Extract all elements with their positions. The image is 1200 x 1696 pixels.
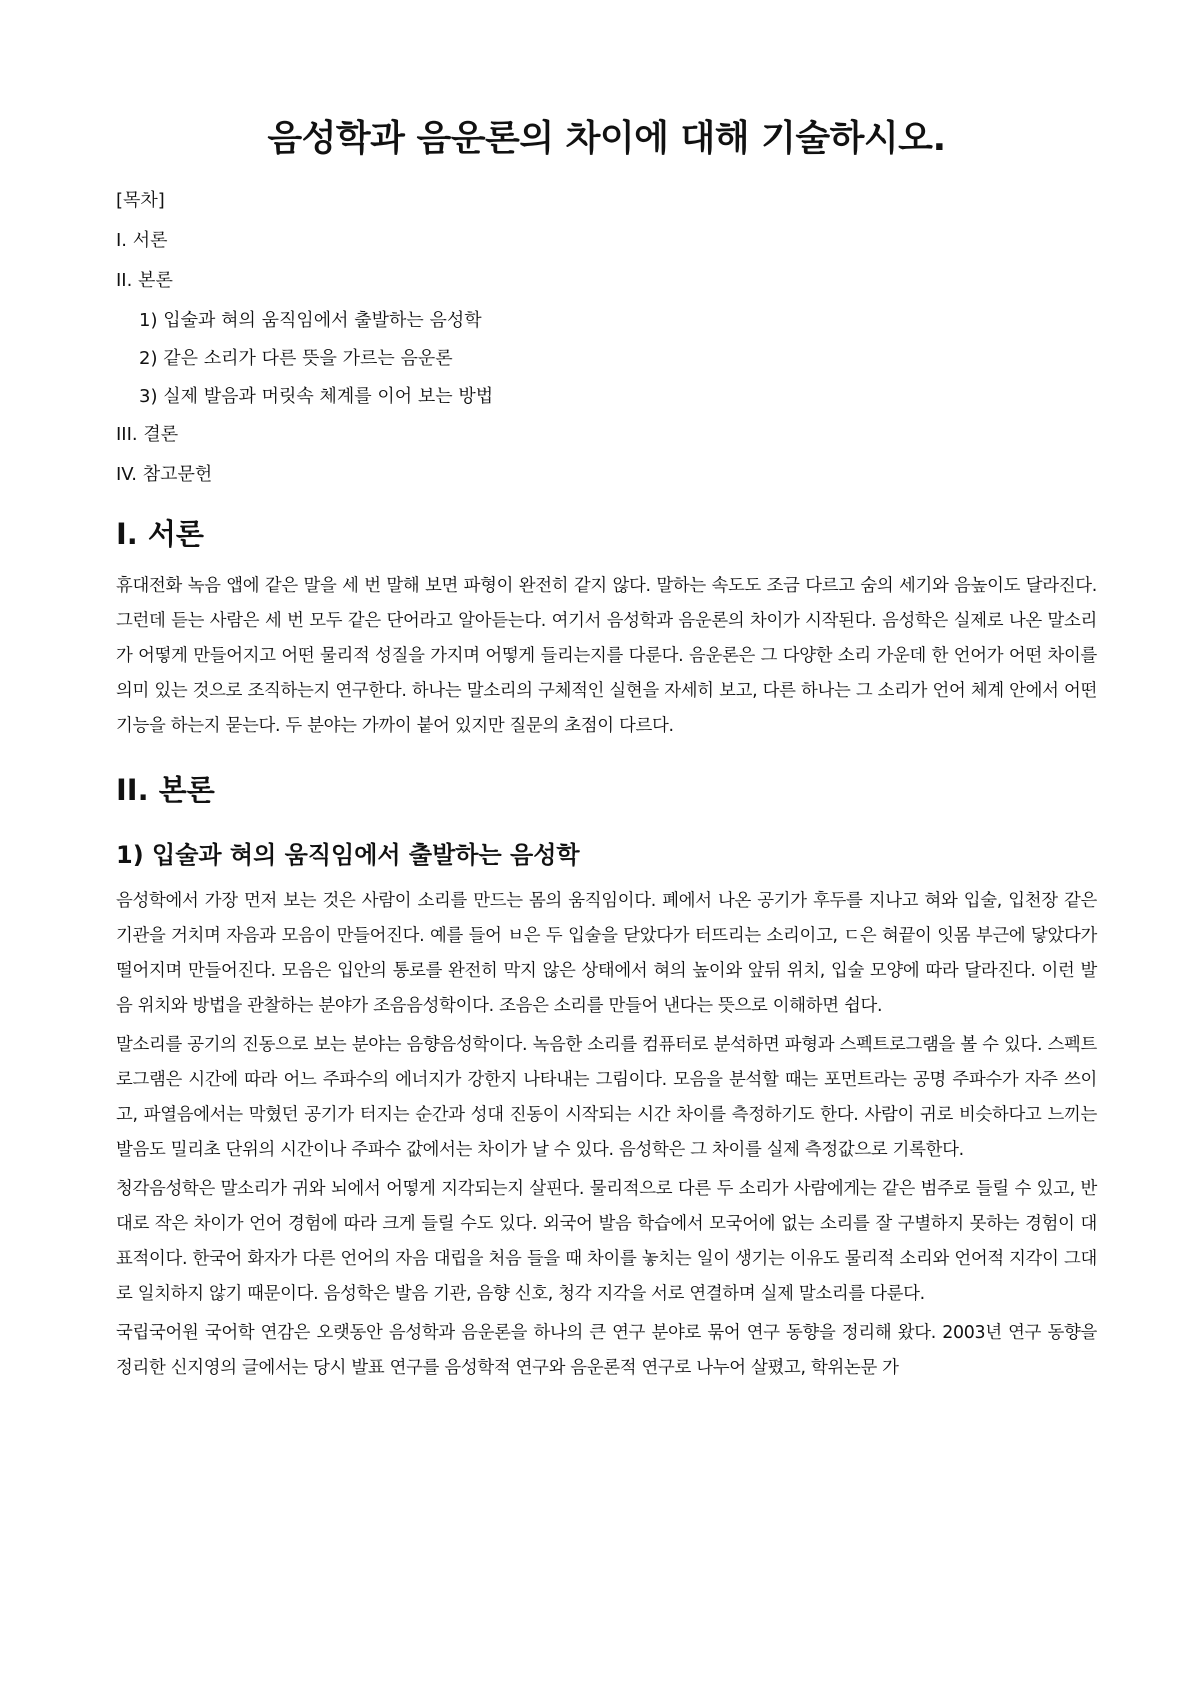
- toc-item: IV. 참고문헌: [116, 464, 213, 485]
- toc-item: II. 본론: [116, 270, 173, 291]
- table-of-contents: [116, 188, 1097, 488]
- toc-subitem: 1) 입술과 혀의 움직임에서 출발하는 음성학: [139, 310, 482, 331]
- body-paragraph: 청각음성학은 말소리가 귀와 뇌에서 어떻게 지각되는지 살핀다. 물리적으로 다른 두 소리가 사람에게는 같은 범주로 들릴 수 있고, 반대로 작은 차이가 언어 경험에 따라 크게 들릴 수도 있다. 외국어 발음 학습에서 모국어에 없는 소리를 잘 구별하지 못하는 경험이 대표적이다. 한국어 화자가 다른 언어의 자음 대립을 처음 들을 때 차이를 놓치는 일이 생기는 이유도 물리적 소리와 언어적 지각이 그대로 일치하지 않기 때문이다. 음성학은 발음 기관, 음향 신호, 청각 지각을 서로 연결하며 실제 말소리를 다룬다.: [116, 1179, 1097, 1304]
- toc-subitem: 3) 실제 발음과 머릿속 체계를 이어 보는 방법: [139, 386, 494, 407]
- toc-item: I. 서론: [116, 230, 168, 251]
- section-heading: 1) 입술과 혀의 움직임에서 출발하는 음성학: [116, 841, 580, 869]
- intro-heading: I. 서론: [116, 517, 204, 551]
- toc-item: III. 결론: [116, 424, 179, 445]
- toc-subitem: 2) 같은 소리가 다른 뜻을 가르는 음운론: [139, 348, 453, 369]
- body-heading: II. 본론: [116, 773, 215, 807]
- document-title: 음성학과 음운론의 차이에 대해 기술하시오.: [267, 118, 946, 159]
- toc-heading: [목차]: [116, 190, 165, 211]
- intro-paragraph: 휴대전화 녹음 앱에 같은 말을 세 번 말해 보면 파형이 완전히 같지 않다. 말하는 속도도 조금 다르고 숨의 세기와 음높이도 달라진다. 그런데 듣는 사람은 세 번 모두 같은 단어라고 알아듣는다. 여기서 음성학과 음운론의 차이가 시작된다. 음성학은 실제로 나온 말소리가 어떻게 만들어지고 어떤 물리적 성질을 가지며 어떻게 들리는지를 다룬다. 음운론은 그 다양한 소리 가운데 한 언어가 어떤 차이를 의미 있는 것으로 조직하는지 연구한다. 하나는 말소리의 구체적인 실현을 자세히 보고, 다른 하나는 그 소리가 언어 체계 안에서 어떤 기능을 하는지 묻는다. 두 분야는 가까이 붙어 있지만 질문의 초점이 다르다.: [116, 576, 1097, 736]
- body-paragraph: 말소리를 공기의 진동으로 보는 분야는 음향음성학이다. 녹음한 소리를 컴퓨터로 분석하면 파형과 스펙트로그램을 볼 수 있다. 스펙트로그램은 시간에 따라 어느 주파수의 에너지가 강한지 나타내는 그림이다. 모음을 분석할 때는 포먼트라는 공명 주파수가 자주 쓰이고, 파열음에서는 막혔던 공기가 터지는 순간과 성대 진동이 시작되는 시간 차이를 측정하기도 한다. 사람이 귀로 비슷하다고 느끼는 발음도 밀리초 단위의 시간이나 주파수 값에서는 차이가 날 수 있다. 음성학은 그 차이를 실제 측정값으로 기록한다.: [116, 1035, 1097, 1160]
- body-paragraph: 음성학에서 가장 먼저 보는 것은 사람이 소리를 만드는 몸의 움직임이다. 폐에서 나온 공기가 후두를 지나고 혀와 입술, 입천장 같은 기관을 거치며 자음과 모음이 만들어진다. 예를 들어 ㅂ은 두 입술을 닫았다가 터뜨리는 소리이고, ㄷ은 혀끝이 잇몸 부근에 닿았다가 떨어지며 만들어진다. 모음은 입안의 통로를 완전히 막지 않은 상태에서 혀의 높이와 앞뒤 위치, 입술 모양에 따라 달라진다. 이런 발음 위치와 방법을 관찰하는 분야가 조음음성학이다. 조음은 소리를 만들어 낸다는 뜻으로 이해하면 쉽다.: [116, 891, 1097, 1016]
- body-paragraph: 국립국어원 국어학 연감은 오랫동안 음성학과 음운론을 하나의 큰 연구 분야로 묶어 연구 동향을 정리해 왔다. 2003년 연구 동향을 정리한 신지영의 글에서는 당시 발표 연구를 음성학적 연구와 음운론적 연구로 나누어 살폈고, 학위논문 가: [116, 1323, 1097, 1378]
